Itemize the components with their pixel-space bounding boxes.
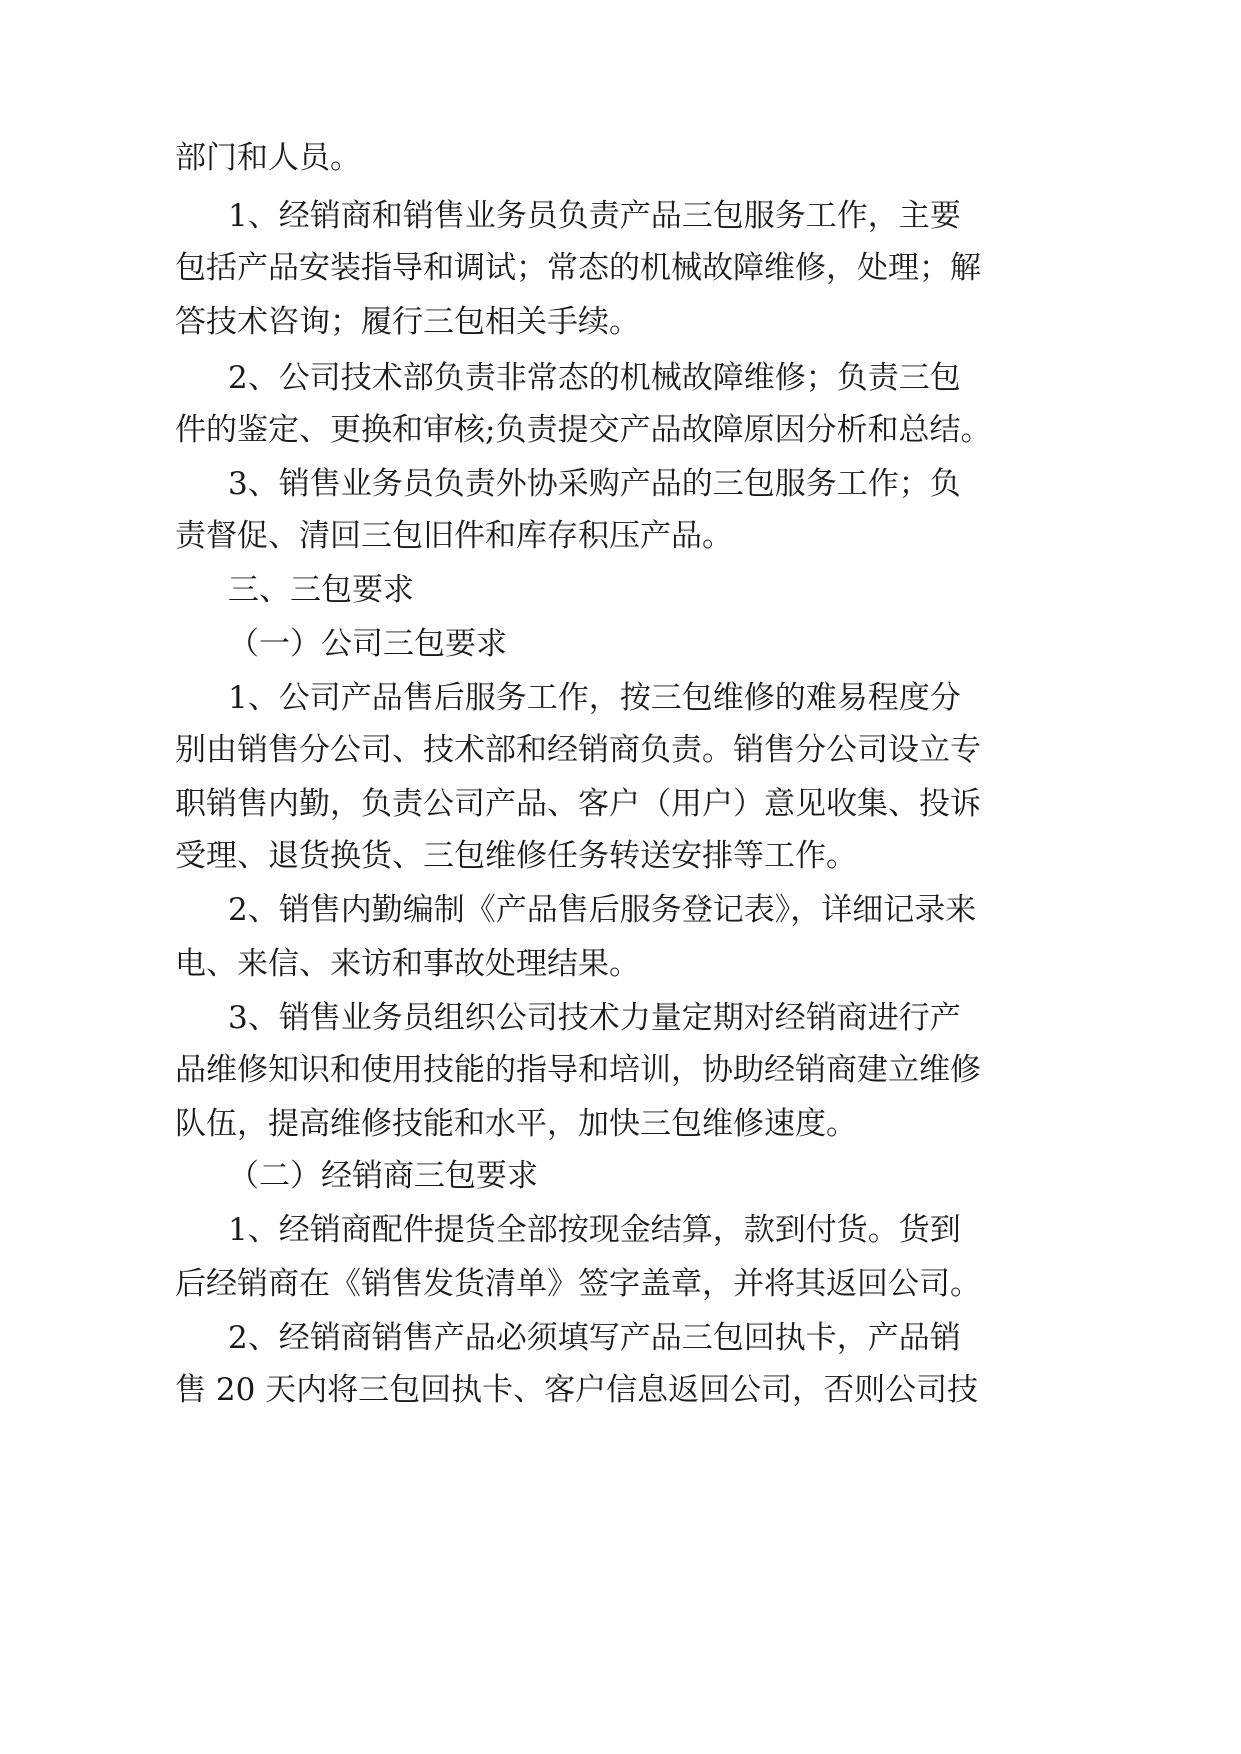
text-line: 件的鉴定、更换和审核;负责提交产品故障原因分析和总结。 <box>175 412 992 448</box>
text-line: 2、经销商销售产品必须填写产品三包回执卡，产品销 <box>228 1320 961 1356</box>
subsection-heading: （一）公司三包要求 <box>228 626 507 662</box>
text-line: 答技术咨询；履行三包相关手续。 <box>175 304 640 340</box>
text-line: 别由销售分公司、技术部和经销商负责。销售分公司设立专 <box>175 732 981 768</box>
text-line: 3、销售业务员负责外协采购产品的三包服务工作；负 <box>228 466 961 502</box>
text-line: 包括产品安装指导和调试；常态的机械故障维修，处理；解 <box>175 250 981 286</box>
text-line: 职销售内勤，负责公司产品、客户（用户）意见收集、投诉 <box>175 786 981 822</box>
section-heading: 三、三包要求 <box>228 572 414 608</box>
text-line: 2、公司技术部负责非常态的机械故障维修；负责三包 <box>228 360 961 396</box>
text-line: 售 20 天内将三包回执卡、客户信息返回公司，否则公司技 <box>175 1372 979 1408</box>
text-line: 2、销售内勤编制《产品售后服务登记表》，详细记录来 <box>228 892 977 928</box>
text-line: 品维修知识和使用技能的指导和培训，协助经销商建立维修 <box>175 1052 981 1088</box>
text-line: 1、经销商配件提货全部按现金结算，款到付货。货到 <box>228 1212 961 1248</box>
text-line: 1、经销商和销售业务员负责产品三包服务工作，主要 <box>228 198 961 234</box>
text-line: 3、销售业务员组织公司技术力量定期对经销商进行产 <box>228 1000 961 1036</box>
subsection-heading: （二）经销商三包要求 <box>228 1158 538 1194</box>
text-line: 受理、退货换货、三包维修任务转送安排等工作。 <box>175 838 857 874</box>
text-line: 后经销商在《销售发货清单》签字盖章，并将其返回公司。 <box>175 1266 981 1302</box>
text-line: 电、来信、来访和事故处理结果。 <box>175 946 640 982</box>
text-line: 部门和人员。 <box>175 140 361 176</box>
text-line: 队伍，提高维修技能和水平，加快三包维修速度。 <box>175 1106 857 1142</box>
text-line: 责督促、清回三包旧件和库存积压产品。 <box>175 518 733 554</box>
text-line: 1、公司产品售后服务工作，按三包维修的难易程度分 <box>228 680 961 716</box>
